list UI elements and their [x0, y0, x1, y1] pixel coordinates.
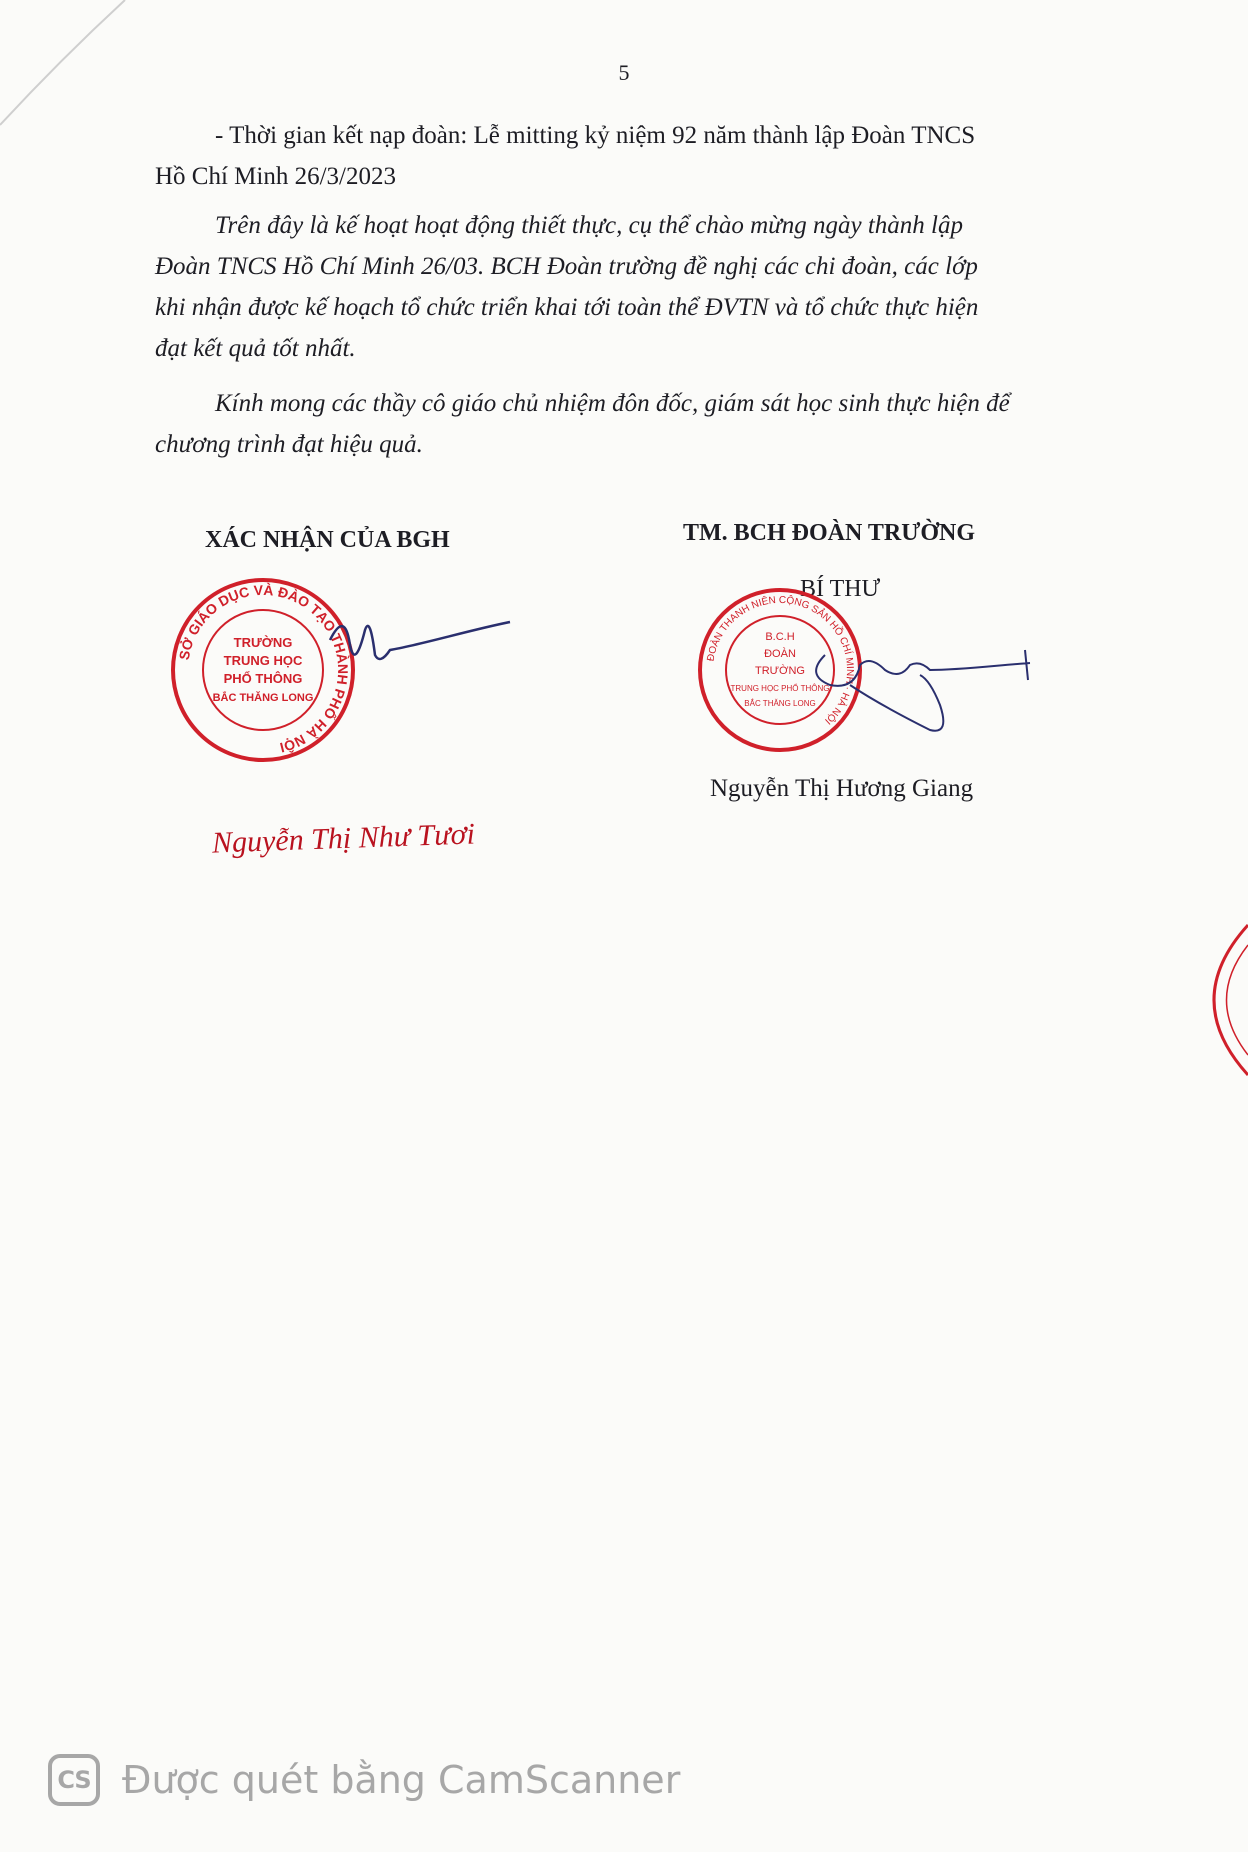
paragraph-line: Hồ Chí Minh 26/3/2023 [155, 163, 396, 190]
secretary-name: Nguyễn Thị Hương Giang [710, 775, 974, 802]
paragraph-line: - Thời gian kết nạp đoàn: Lễ mitting kỷ niệm 92 năm thành lập Đoàn TNCS [215, 122, 976, 149]
paragraph-plan-summary [155, 205, 1110, 369]
stamp-line: B.C.H [765, 631, 795, 643]
right-signature-heading: TM. BCH ĐOÀN TRƯỜNG [683, 520, 976, 546]
page-number: 5 [618, 60, 630, 85]
stamp-line: TRƯỜNG [755, 665, 805, 677]
stamp-line: ĐOÀN [764, 648, 796, 660]
stamp-ring-text: SỞ GIÁO DỤC VÀ ĐÀO TẠO THÀNH PHỐ HÀ NỘI [175, 581, 352, 756]
paragraph-line: khi nhận được kế hoạch tổ chức triển khai tới toàn thể ĐVTN và tổ chức thực hiện [155, 294, 979, 321]
paragraph-line: đạt kết quả tốt nhất. [155, 335, 356, 362]
stamp-line: TRƯỜNG [233, 635, 293, 650]
secretary-signature [800, 635, 1040, 745]
stamp-line: TRUNG HỌC [223, 653, 303, 668]
paragraph-line: Kính mong các thầy cô giáo chủ nhiệm đôn đốc, giám sát học sinh thực hiện để [215, 390, 1010, 417]
edge-stamp-fragment [1200, 920, 1248, 1080]
stamp-ring-text: ĐOÀN THANH NIÊN CỘNG SẢN HỒ CHÍ MINH · HÀ NỘI [705, 594, 856, 727]
principal-handwritten-name: Nguyễn Thị Như Tươi [211, 817, 476, 860]
paragraph-line: chương trình đạt hiệu quả. [155, 431, 423, 458]
secretary-title: BÍ THƯ [800, 576, 881, 602]
watermark-text: Được quét bằng CamScanner [122, 1758, 681, 1802]
paragraph-request [155, 383, 1110, 465]
camscanner-watermark [48, 1752, 680, 1808]
stamp-line: PHỔ THÔNG [223, 671, 303, 686]
stamp-line: BẮC THĂNG LONG [744, 699, 816, 708]
stamp-line: BẮC THĂNG LONG [212, 692, 314, 704]
paragraph-line: Trên đây là kế hoạt hoạt động thiết thực, cụ thể chào mừng ngày thành lập [215, 212, 963, 239]
paragraph-admission-time [155, 115, 1110, 197]
stamp-line: TRUNG HỌC PHỔ THÔNG [730, 684, 830, 693]
paragraph-line: Đoàn TNCS Hồ Chí Minh 26/03. BCH Đoàn trường đề nghị các chi đoàn, các lớp [155, 253, 978, 280]
left-signature-heading: XÁC NHẬN CỦA BGH [205, 527, 450, 553]
principal-signature [320, 610, 520, 680]
camscanner-logo-icon: CS [48, 1754, 100, 1806]
